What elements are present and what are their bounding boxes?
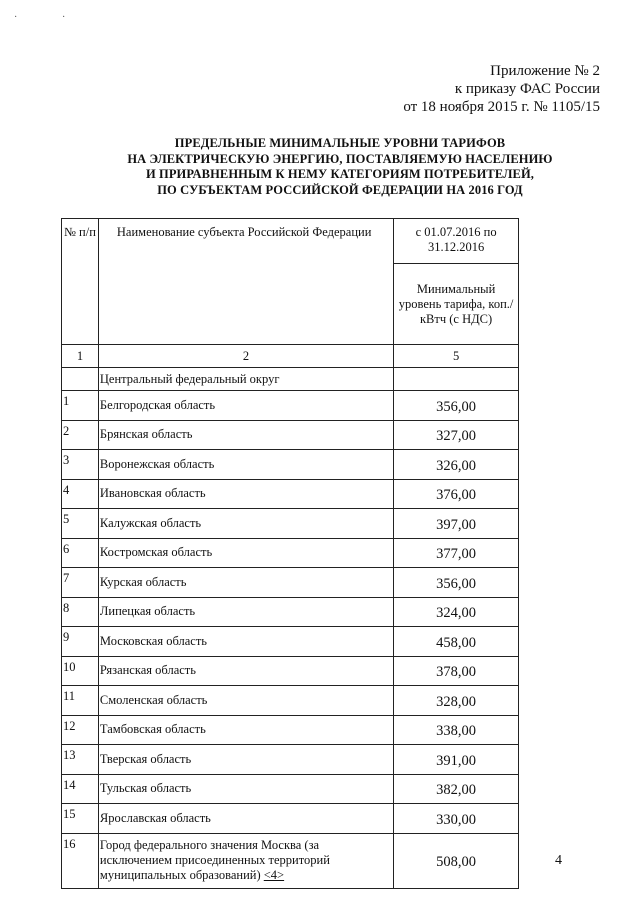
region-name: Воронежская область	[98, 450, 393, 480]
tariff-table	[61, 218, 519, 889]
region-name: Тамбовская область	[98, 715, 393, 745]
row-number: 8	[62, 597, 99, 627]
region-name: Калужская область	[98, 509, 393, 539]
tariff-value: 376,00	[394, 479, 519, 509]
table-row	[62, 597, 519, 627]
region-name-text: Город федерального значения Москва (за исключением присоединенных территорий муниципальных образований)	[99, 838, 330, 882]
tariff-value: 327,00	[394, 420, 519, 450]
tariff-value: 330,00	[394, 804, 519, 834]
region-name: Курская область	[98, 568, 393, 598]
page-number: 4	[555, 853, 562, 868]
row-number: 10	[62, 656, 99, 686]
tariff-value: 508,00	[394, 833, 519, 888]
title-line: ПРЕДЕЛЬНЫЕ МИНИМАЛЬНЫЕ УРОВНИ ТАРИФОВ	[174, 136, 506, 150]
tariff-value: 391,00	[394, 745, 519, 775]
section-row	[62, 368, 519, 391]
tariff-value: 356,00	[394, 568, 519, 598]
document-title	[60, 136, 620, 198]
region-name: Смоленская область	[98, 686, 393, 716]
row-number: 7	[62, 568, 99, 598]
tariff-value: 356,00	[394, 391, 519, 421]
tariff-value: 338,00	[394, 715, 519, 745]
row-number: 13	[62, 745, 99, 775]
table-row	[62, 568, 519, 598]
header-num: № п/п	[62, 219, 99, 345]
region-name: Костромская область	[98, 538, 393, 568]
table-header-row	[62, 219, 519, 264]
footnote-ref-link[interactable]: <4>	[263, 868, 285, 882]
table-row	[62, 420, 519, 450]
tariff-value: 458,00	[394, 627, 519, 657]
region-name: Московская область	[98, 627, 393, 657]
table-row	[62, 538, 519, 568]
row-number: 15	[62, 804, 99, 834]
section-value	[394, 368, 519, 391]
table-row	[62, 833, 519, 888]
header-name: Наименование субъекта Российской Федерации	[98, 219, 393, 345]
column-number: 5	[394, 345, 519, 368]
region-name: Белгородская область	[98, 391, 393, 421]
region-name: Тульская область	[98, 774, 393, 804]
column-number: 1	[62, 345, 99, 368]
table-row	[62, 391, 519, 421]
row-number: 9	[62, 627, 99, 657]
row-number: 16	[62, 833, 99, 888]
region-name: Брянская область	[98, 420, 393, 450]
tariff-value: 324,00	[394, 597, 519, 627]
section-title: Центральный федеральный округ	[98, 368, 393, 391]
region-name: Ярославская область	[98, 804, 393, 834]
tariff-value: 328,00	[394, 686, 519, 716]
row-number: 3	[62, 450, 99, 480]
scan-mark: ·	[14, 12, 18, 23]
table-row	[62, 804, 519, 834]
tariff-value: 378,00	[394, 656, 519, 686]
section-num	[62, 368, 99, 391]
title-line: И ПРИРАВНЕННЫМ К НЕМУ КАТЕГОРИЯМ ПОТРЕБИТЕЛЕЙ,	[145, 167, 535, 181]
table-row	[62, 686, 519, 716]
appendix-block	[403, 62, 600, 116]
header-period: с 01.07.2016 по 31.12.2016	[394, 219, 519, 264]
table-row	[62, 774, 519, 804]
region-name: Рязанская область	[98, 656, 393, 686]
region-name: Тверская область	[98, 745, 393, 775]
table-row	[62, 450, 519, 480]
row-number: 2	[62, 420, 99, 450]
table-row	[62, 656, 519, 686]
region-name: Липецкая область	[98, 597, 393, 627]
row-number: 1	[62, 391, 99, 421]
row-number: 12	[62, 715, 99, 745]
header-level: Минимальный уровень тарифа, коп./кВтч (с НДС)	[394, 264, 519, 345]
row-number: 14	[62, 774, 99, 804]
tariff-value: 326,00	[394, 450, 519, 480]
tariff-value: 397,00	[394, 509, 519, 539]
table-row	[62, 509, 519, 539]
title-line: НА ЭЛЕКТРИЧЕСКУЮ ЭНЕРГИЮ, ПОСТАВЛЯЕМУЮ НАСЕЛЕНИЮ	[127, 151, 553, 166]
row-number: 4	[62, 479, 99, 509]
tariff-value: 382,00	[394, 774, 519, 804]
row-number: 6	[62, 538, 99, 568]
appendix-line: Приложение № 2	[490, 63, 600, 79]
column-number-row	[62, 345, 519, 368]
row-number: 11	[62, 686, 99, 716]
row-number: 5	[62, 509, 99, 539]
tariff-value: 377,00	[394, 538, 519, 568]
table-row	[62, 479, 519, 509]
table-row	[62, 627, 519, 657]
scan-mark: ·	[62, 12, 66, 23]
table-row	[62, 715, 519, 745]
appendix-line: к приказу ФАС России	[454, 81, 600, 97]
table-row	[62, 745, 519, 775]
appendix-line: от 18 ноября 2015 г. № 1105/15	[403, 99, 600, 115]
title-line: ПО СУБЪЕКТАМ РОССИЙСКОЙ ФЕДЕРАЦИИ НА 2016 ГОД	[157, 182, 523, 197]
column-number: 2	[98, 345, 393, 368]
region-name: Ивановская область	[98, 479, 393, 509]
region-name	[98, 833, 393, 888]
